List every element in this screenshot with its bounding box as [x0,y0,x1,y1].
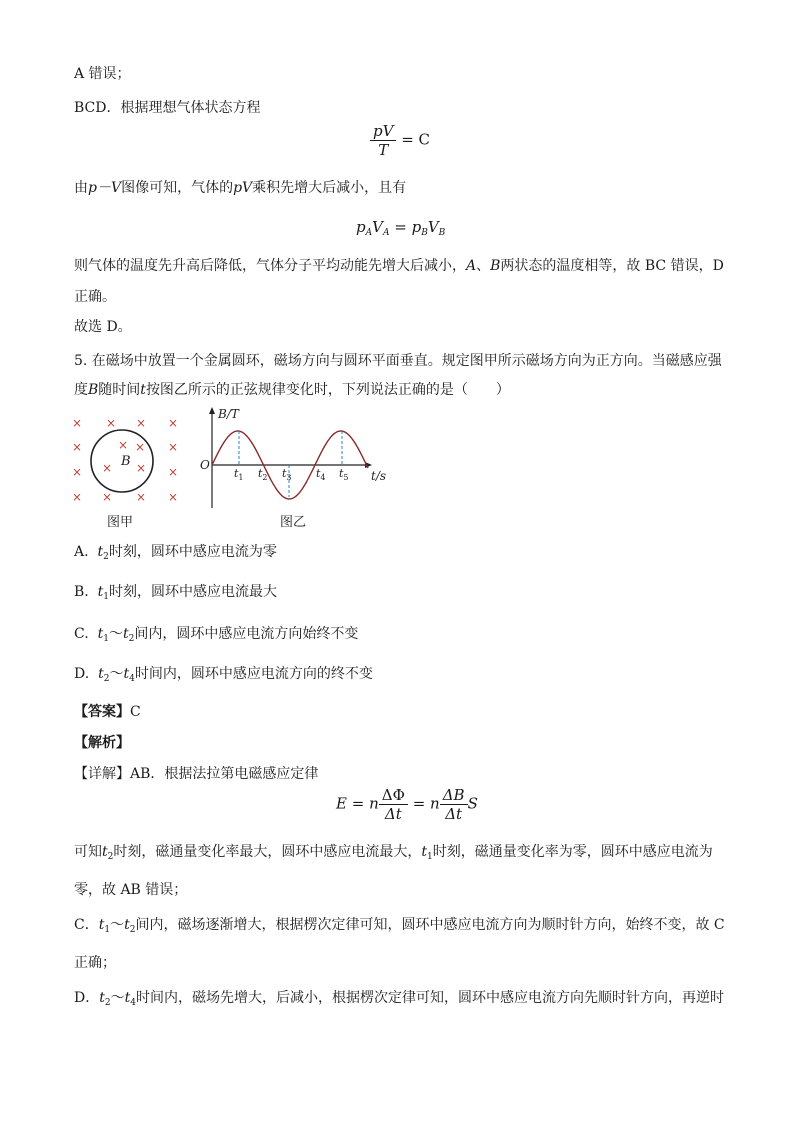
equation-faraday: E = n $\frac{\Delta\Phi}{\Delta t}$ = n $\frac{\Delta B}{\Delta t}$ S [336,786,478,823]
text-line: 则气体的温度先升高后降低，气体分子平均动能先增大后减小，A、B两状态的温度相等，故 BC 错误，D [74,258,724,274]
text-line: 由p－V图像可知，气体的pV乘积先增大后减小，且有 [74,180,407,196]
text-line: D．$t_2\sim t_4$时间内，磁场先增大，后减小，根据楞次定律可知，圆环中感应电流方向先顺时针方向，再逆时 [74,990,724,1008]
question-stem: 度B随时间t按图乙所示的正弦规律变化时，下列说法正确的是（ ） [74,382,510,398]
text-line: C．$t_1\sim t_2$间内，磁场逐渐增大，根据楞次定律可知，圆环中感应电流方向为顺时针方向，始终不变，故 C [74,917,725,935]
analysis-heading: 【解析】 [74,735,130,751]
text-line: 正确。 [74,289,116,305]
ring-b-label: B [121,454,131,469]
figure-jia [64,410,188,510]
question-stem: 5. 在磁场中放置一个金属圆环，磁场方向与圆环平面垂直。规定图甲所示磁场方向为正方向。当磁感应强 [74,353,722,369]
field-cross: × [106,416,117,430]
field-cross: × [72,416,83,430]
figure-jia-caption: 图甲 [107,515,134,530]
y-axis-label: B/T [218,407,239,421]
option-b[interactable]: B. $t_1$时刻，圆环中感应电流最大 [74,584,278,602]
field-cross: × [118,438,129,452]
text-line: 正确； [74,955,116,971]
t1-label: $t_1$ [234,467,244,482]
option-a[interactable]: A. $t_2$时刻，圆环中感应电流为零 [74,544,277,562]
option-d[interactable]: D. $t_2\sim t_4$时间内，圆环中感应电流方向的终不变 [74,666,373,684]
field-cross: × [102,490,113,504]
y-axis-arrow [209,407,215,414]
t3-label: $t_3$ [282,467,292,482]
figure-yi [196,404,396,514]
field-cross: × [168,416,179,430]
equation-ideal-gas: $\frac{pV}{T}$ = C [370,122,430,159]
text-line: 故选 D。 [74,319,132,335]
answer-line: 【答案】C [74,704,141,720]
text-line: A 错误； [74,66,131,82]
t5-label: $t_5$ [339,467,349,482]
origin-label: O [200,458,210,472]
field-cross: × [136,490,147,504]
field-cross: × [168,440,179,454]
equation-pv-equal: $p_AV_A = p_BV_B$ [356,218,446,238]
field-cross: × [135,440,146,454]
option-c[interactable]: C. $t_1\sim t_2$间内，圆环中感应电流方向始终不变 [74,626,359,644]
field-cross: × [136,416,147,430]
field-cross: × [168,490,179,504]
field-cross: × [102,461,113,475]
detail-line: 【详解】AB．根据法拉第电磁感应定律 [74,766,319,782]
text-line: 可知$t_2$时刻，磁通量变化率最大，圆环中感应电流最大，$t_1$时刻，磁通量变化率为零，圆环中感应电流为 [74,844,713,862]
field-cross: × [168,465,179,479]
field-cross: × [136,461,147,475]
t2-label: $t_2$ [258,467,268,482]
figure-yi-caption: 图乙 [280,515,307,530]
text-line: BCD．根据理想气体状态方程 [74,100,261,116]
t4-label: $t_4$ [316,467,326,482]
x-axis-label: t/s [371,469,387,483]
text-line: 零，故 AB 错误； [74,882,188,898]
field-cross: × [72,490,83,504]
field-cross: × [72,440,83,454]
field-cross: × [72,465,83,479]
